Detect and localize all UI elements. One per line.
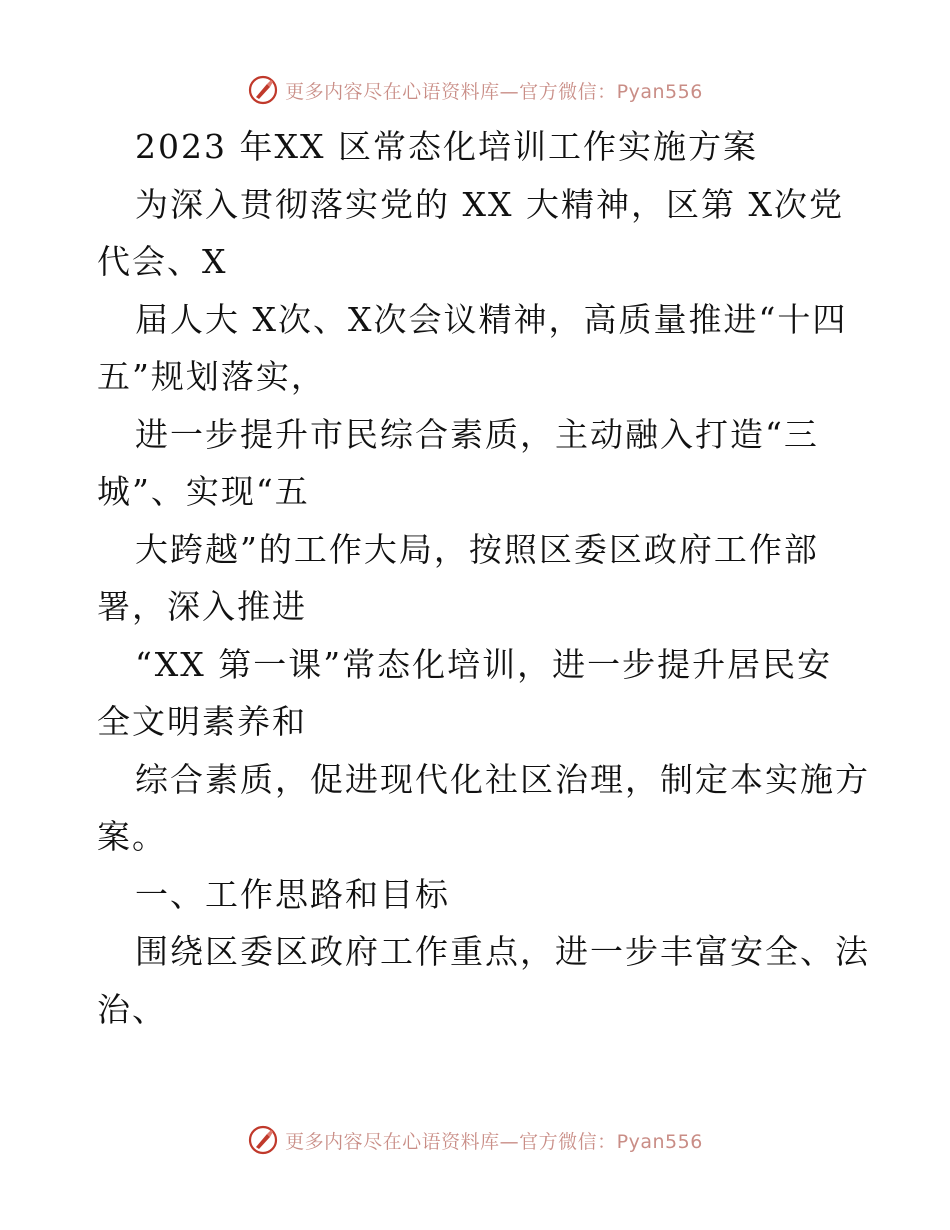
paragraph-line: 案。 (97, 817, 167, 856)
pen-nib-logo-icon (247, 74, 279, 106)
footer-watermark-text: 更多内容尽在心语资料库—官方微信：Pyan556 (285, 1130, 703, 1153)
header-watermark-text: 更多内容尽在心语资料库—官方微信：Pyan556 (285, 80, 703, 103)
document-title: 2023 年XX 区常态化培训工作实施方案 (135, 127, 758, 166)
paragraph-line: “XX 第一课”常态化培训，进一步提升居民安 (135, 644, 833, 684)
paragraph-line: 代会、X (97, 242, 228, 281)
paragraph-line: 城”、实现“五 (97, 472, 310, 511)
paragraph-line: 大跨越”的工作大局，按照区委区政府工作部 (135, 529, 819, 569)
document-body (97, 118, 870, 1038)
section-heading: 一、工作思路和目标 (135, 874, 450, 914)
paragraph-line: 进一步提升市民综合素质，主动融入打造“三 (135, 414, 819, 454)
footer-watermark (0, 1120, 950, 1160)
paragraph-line: 署，深入推进 (97, 587, 307, 626)
paragraph-line: 五”规划落实， (97, 357, 326, 396)
paragraph-line: 届人大 X次、X次会议精神，高质量推进“十四 (135, 299, 848, 339)
paragraph-line: 综合素质，促进现代化社区治理，制定本实施方 (135, 759, 870, 799)
paragraph-line: 治、 (97, 989, 167, 1029)
paragraph-line: 全文明素养和 (97, 702, 307, 741)
header-watermark (0, 70, 950, 110)
paragraph-line: 围绕区委区政府工作重点，进一步丰富安全、法 (135, 932, 870, 971)
paragraph-line: 为深入贯彻落实党的 XX 大精神，区第 X次党 (135, 184, 844, 224)
pen-nib-logo-icon (247, 1124, 279, 1156)
